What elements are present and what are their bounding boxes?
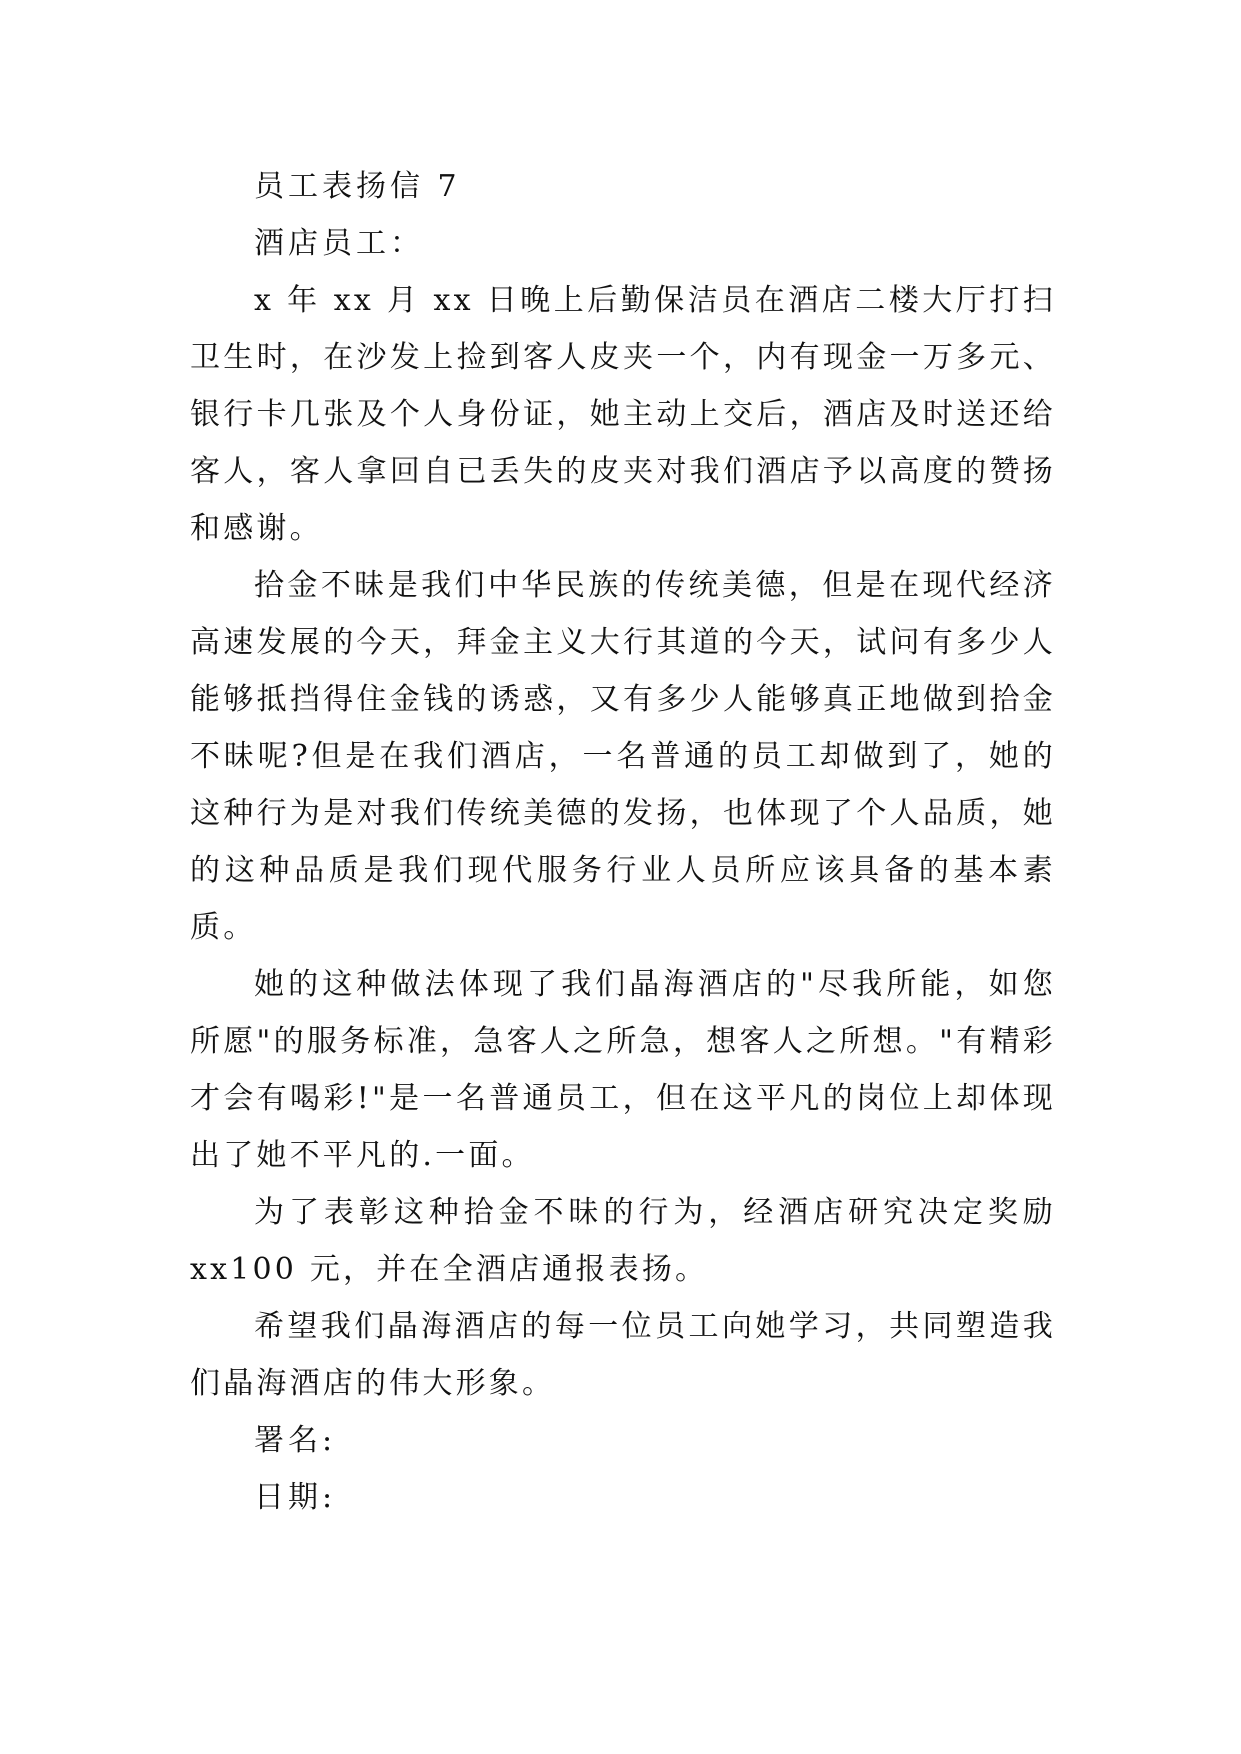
paragraph-1: x 年 xx 月 xx 日晚上后勤保洁员在酒店二楼大厅打扫卫生时，在沙发上捡到客人皮夹一个，内有现金一万多元、银行卡几张及个人身份证，她主动上交后，酒店及时送还给客人，客人拿回自已丢失的皮夹对我们酒店予以高度的赞扬和感谢。 — [190, 283, 1056, 546]
date-label: 日期: — [254, 1480, 337, 1515]
paragraph-3: 她的这种做法体现了我们晶海酒店的"尽我所能，如您所愿"的服务标准，急客人之所急，想客人之所想。"有精彩才会有喝彩!"是一名普通员工，但在这平凡的岗位上却体现出了她不平凡的.一面。 — [190, 967, 1056, 1173]
letter-salutation: 酒店员工： — [254, 226, 424, 261]
letter-body — [190, 158, 1056, 1526]
paragraph-5: 希望我们晶海酒店的每一位员工向她学习，共同塑造我们晶海酒店的伟大形象。 — [190, 1309, 1056, 1401]
paragraph-2: 拾金不昧是我们中华民族的传统美德，但是在现代经济高速发展的今天，拜金主义大行其道的今天，试问有多少人能够抵挡得住金钱的诱惑，又有多少人能够真正地做到拾金不昧呢?但是在我们酒店，一名普通的员工却做到了，她的这种行为是对我们传统美德的发扬，也体现了个人品质，她的这种品质是我们现代服务行业人员所应该具备的基本素质。 — [190, 568, 1056, 945]
paragraph-4: 为了表彰这种拾金不昧的行为，经酒店研究决定奖励xx100 元，并在全酒店通报表扬。 — [190, 1195, 1056, 1287]
letter-title: 员工表扬信 7 — [254, 169, 461, 204]
signature-label: 署名: — [254, 1423, 337, 1458]
